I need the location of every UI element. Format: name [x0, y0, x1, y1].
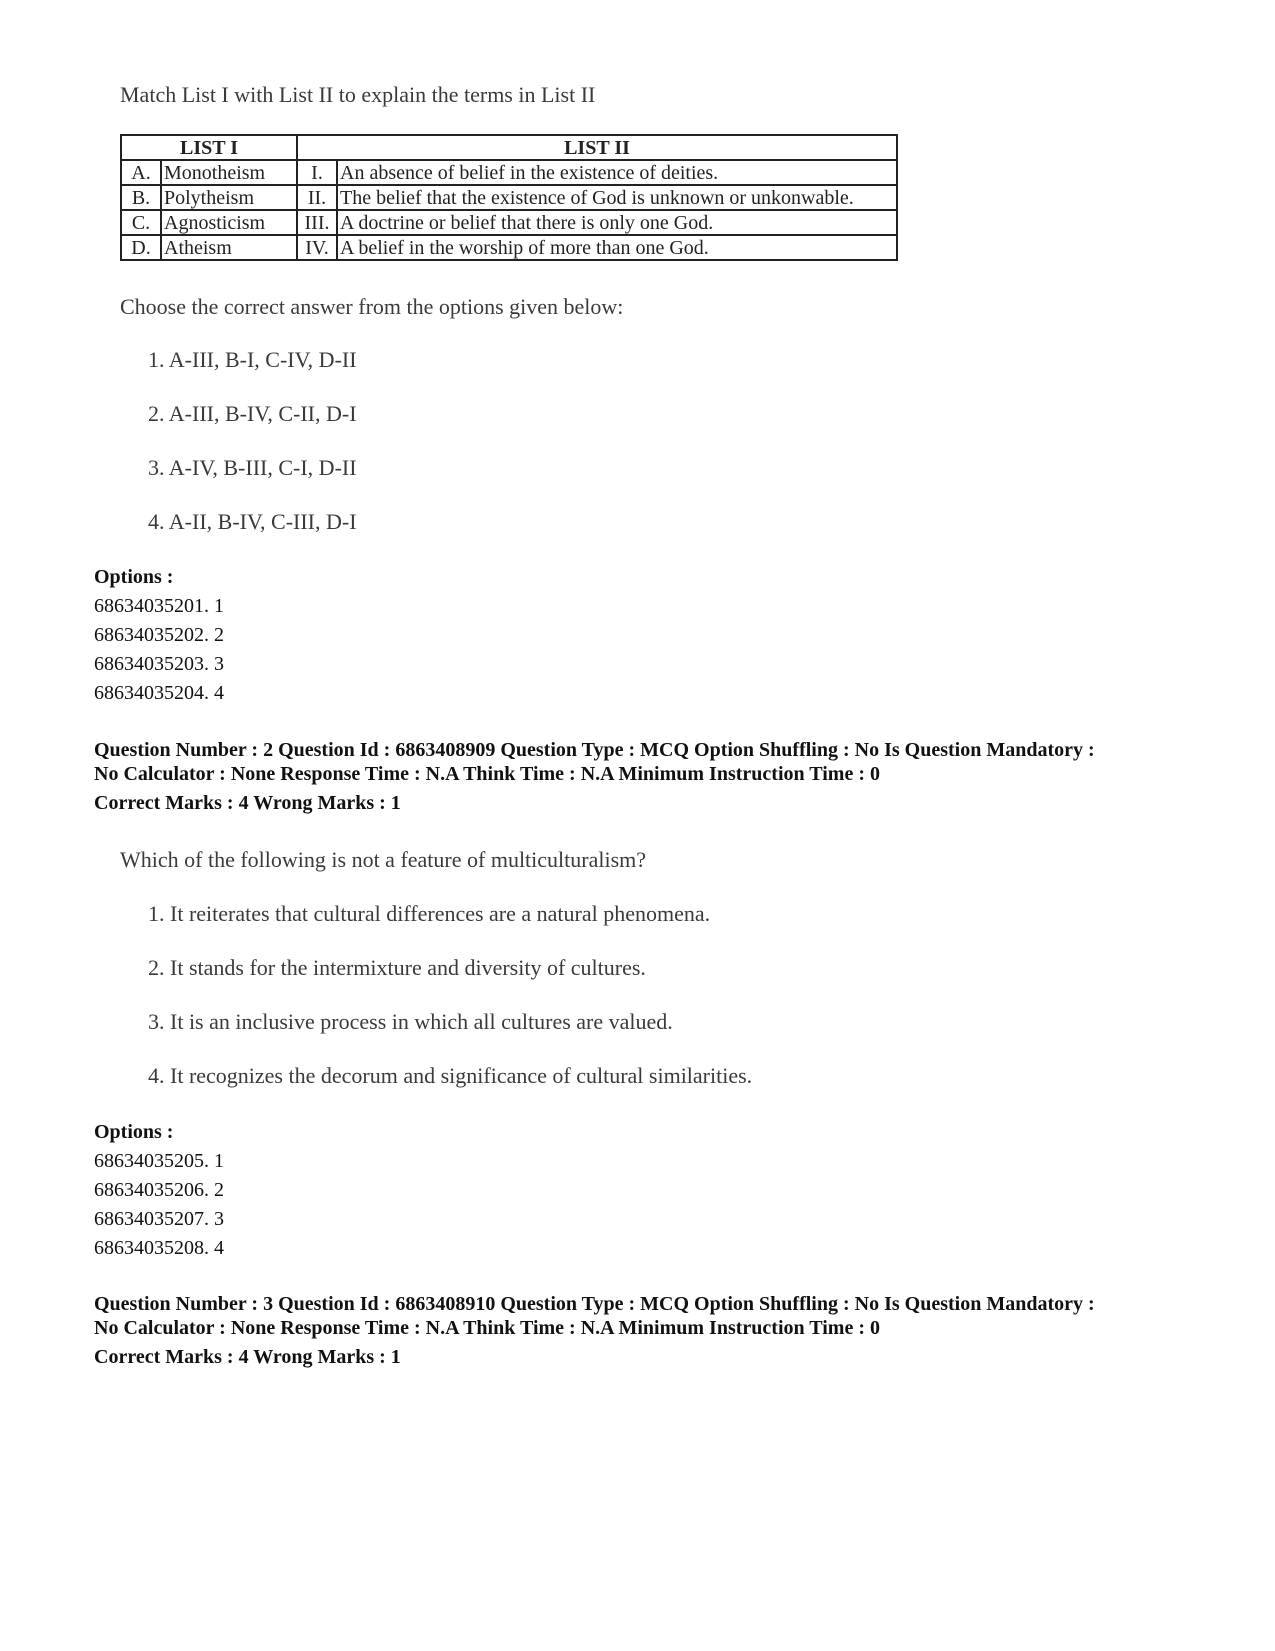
q2-choice-3: 3. It is an inclusive process in which all cultures are valued.	[148, 1009, 673, 1034]
q1-choice-1: 1. A-III, B-I, C-IV, D-II	[148, 347, 357, 372]
row-key: C.	[121, 210, 161, 235]
list-one-header: LIST I	[121, 135, 297, 160]
row-key: D.	[121, 235, 161, 260]
q2-meta	[94, 738, 1194, 786]
row-term: Agnosticism	[161, 210, 297, 235]
list-two-header: LIST II	[297, 135, 897, 160]
row-definition: An absence of belief in the existence of deities.	[337, 160, 897, 185]
row-term: Monotheism	[161, 160, 297, 185]
row-term: Polytheism	[161, 185, 297, 210]
row-definition: A belief in the worship of more than one God.	[337, 235, 897, 260]
q2-option-2: 68634035206. 2	[94, 1179, 224, 1201]
table-row	[121, 210, 897, 235]
row-roman: IV.	[297, 235, 337, 260]
q2-option-1: 68634035205. 1	[94, 1150, 224, 1172]
q1-stem: Match List I with List II to explain the terms in List II	[120, 82, 596, 107]
q2-option-3: 68634035207. 3	[94, 1208, 224, 1230]
match-table-header	[121, 135, 897, 160]
q2-option-4: 68634035208. 4	[94, 1237, 224, 1259]
q1-option-4: 68634035204. 4	[94, 682, 224, 704]
q2-choice-4: 4. It recognizes the decorum and significance of cultural similarities.	[148, 1063, 753, 1088]
q1-choice-2: 2. A-III, B-IV, C-II, D-I	[148, 401, 357, 426]
row-roman: II.	[297, 185, 337, 210]
row-key: B.	[121, 185, 161, 210]
row-roman: I.	[297, 160, 337, 185]
q2-stem: Which of the following is not a feature of multiculturalism?	[120, 847, 647, 872]
q1-option-1: 68634035201. 1	[94, 595, 224, 617]
q2-options-label: Options :	[94, 1121, 174, 1143]
q2-choice-1: 1. It reiterates that cultural differences are a natural phenomena.	[148, 901, 711, 926]
row-roman: III.	[297, 210, 337, 235]
q2-marks: Correct Marks : 4 Wrong Marks : 1	[94, 792, 401, 814]
q3-meta-line1: Question Number : 3 Question Id : 6863408910 Question Type : MCQ Option Shuffling : No Is Question Mandatory :	[94, 1293, 1095, 1315]
table-row	[121, 185, 897, 210]
row-definition: The belief that the existence of God is unknown or unkonwable.	[337, 185, 897, 210]
row-term: Atheism	[161, 235, 297, 260]
q2-meta-line1: Question Number : 2 Question Id : 6863408909 Question Type : MCQ Option Shuffling : No Is Question Mandatory :	[94, 739, 1095, 761]
row-definition: A doctrine or belief that there is only one God.	[337, 210, 897, 235]
table-row	[121, 235, 897, 260]
q1-choice-3: 3. A-IV, B-III, C-I, D-II	[148, 455, 357, 480]
q1-options-label: Options :	[94, 566, 174, 588]
q1-option-3: 68634035203. 3	[94, 653, 224, 675]
q1-choice-4: 4. A-II, B-IV, C-III, D-I	[148, 509, 357, 534]
q1-prompt: Choose the correct answer from the options given below:	[120, 294, 624, 319]
match-table	[120, 134, 898, 261]
row-key: A.	[121, 160, 161, 185]
q1-option-2: 68634035202. 2	[94, 624, 224, 646]
q2-meta-line2: No Calculator : None Response Time : N.A Think Time : N.A Minimum Instruction Time : 0	[94, 763, 880, 785]
table-row	[121, 160, 897, 185]
q3-meta	[94, 1292, 1194, 1340]
q2-choice-2: 2. It stands for the intermixture and diversity of cultures.	[148, 955, 646, 980]
q3-meta-line2: No Calculator : None Response Time : N.A Think Time : N.A Minimum Instruction Time : 0	[94, 1317, 880, 1339]
q3-marks: Correct Marks : 4 Wrong Marks : 1	[94, 1346, 401, 1368]
